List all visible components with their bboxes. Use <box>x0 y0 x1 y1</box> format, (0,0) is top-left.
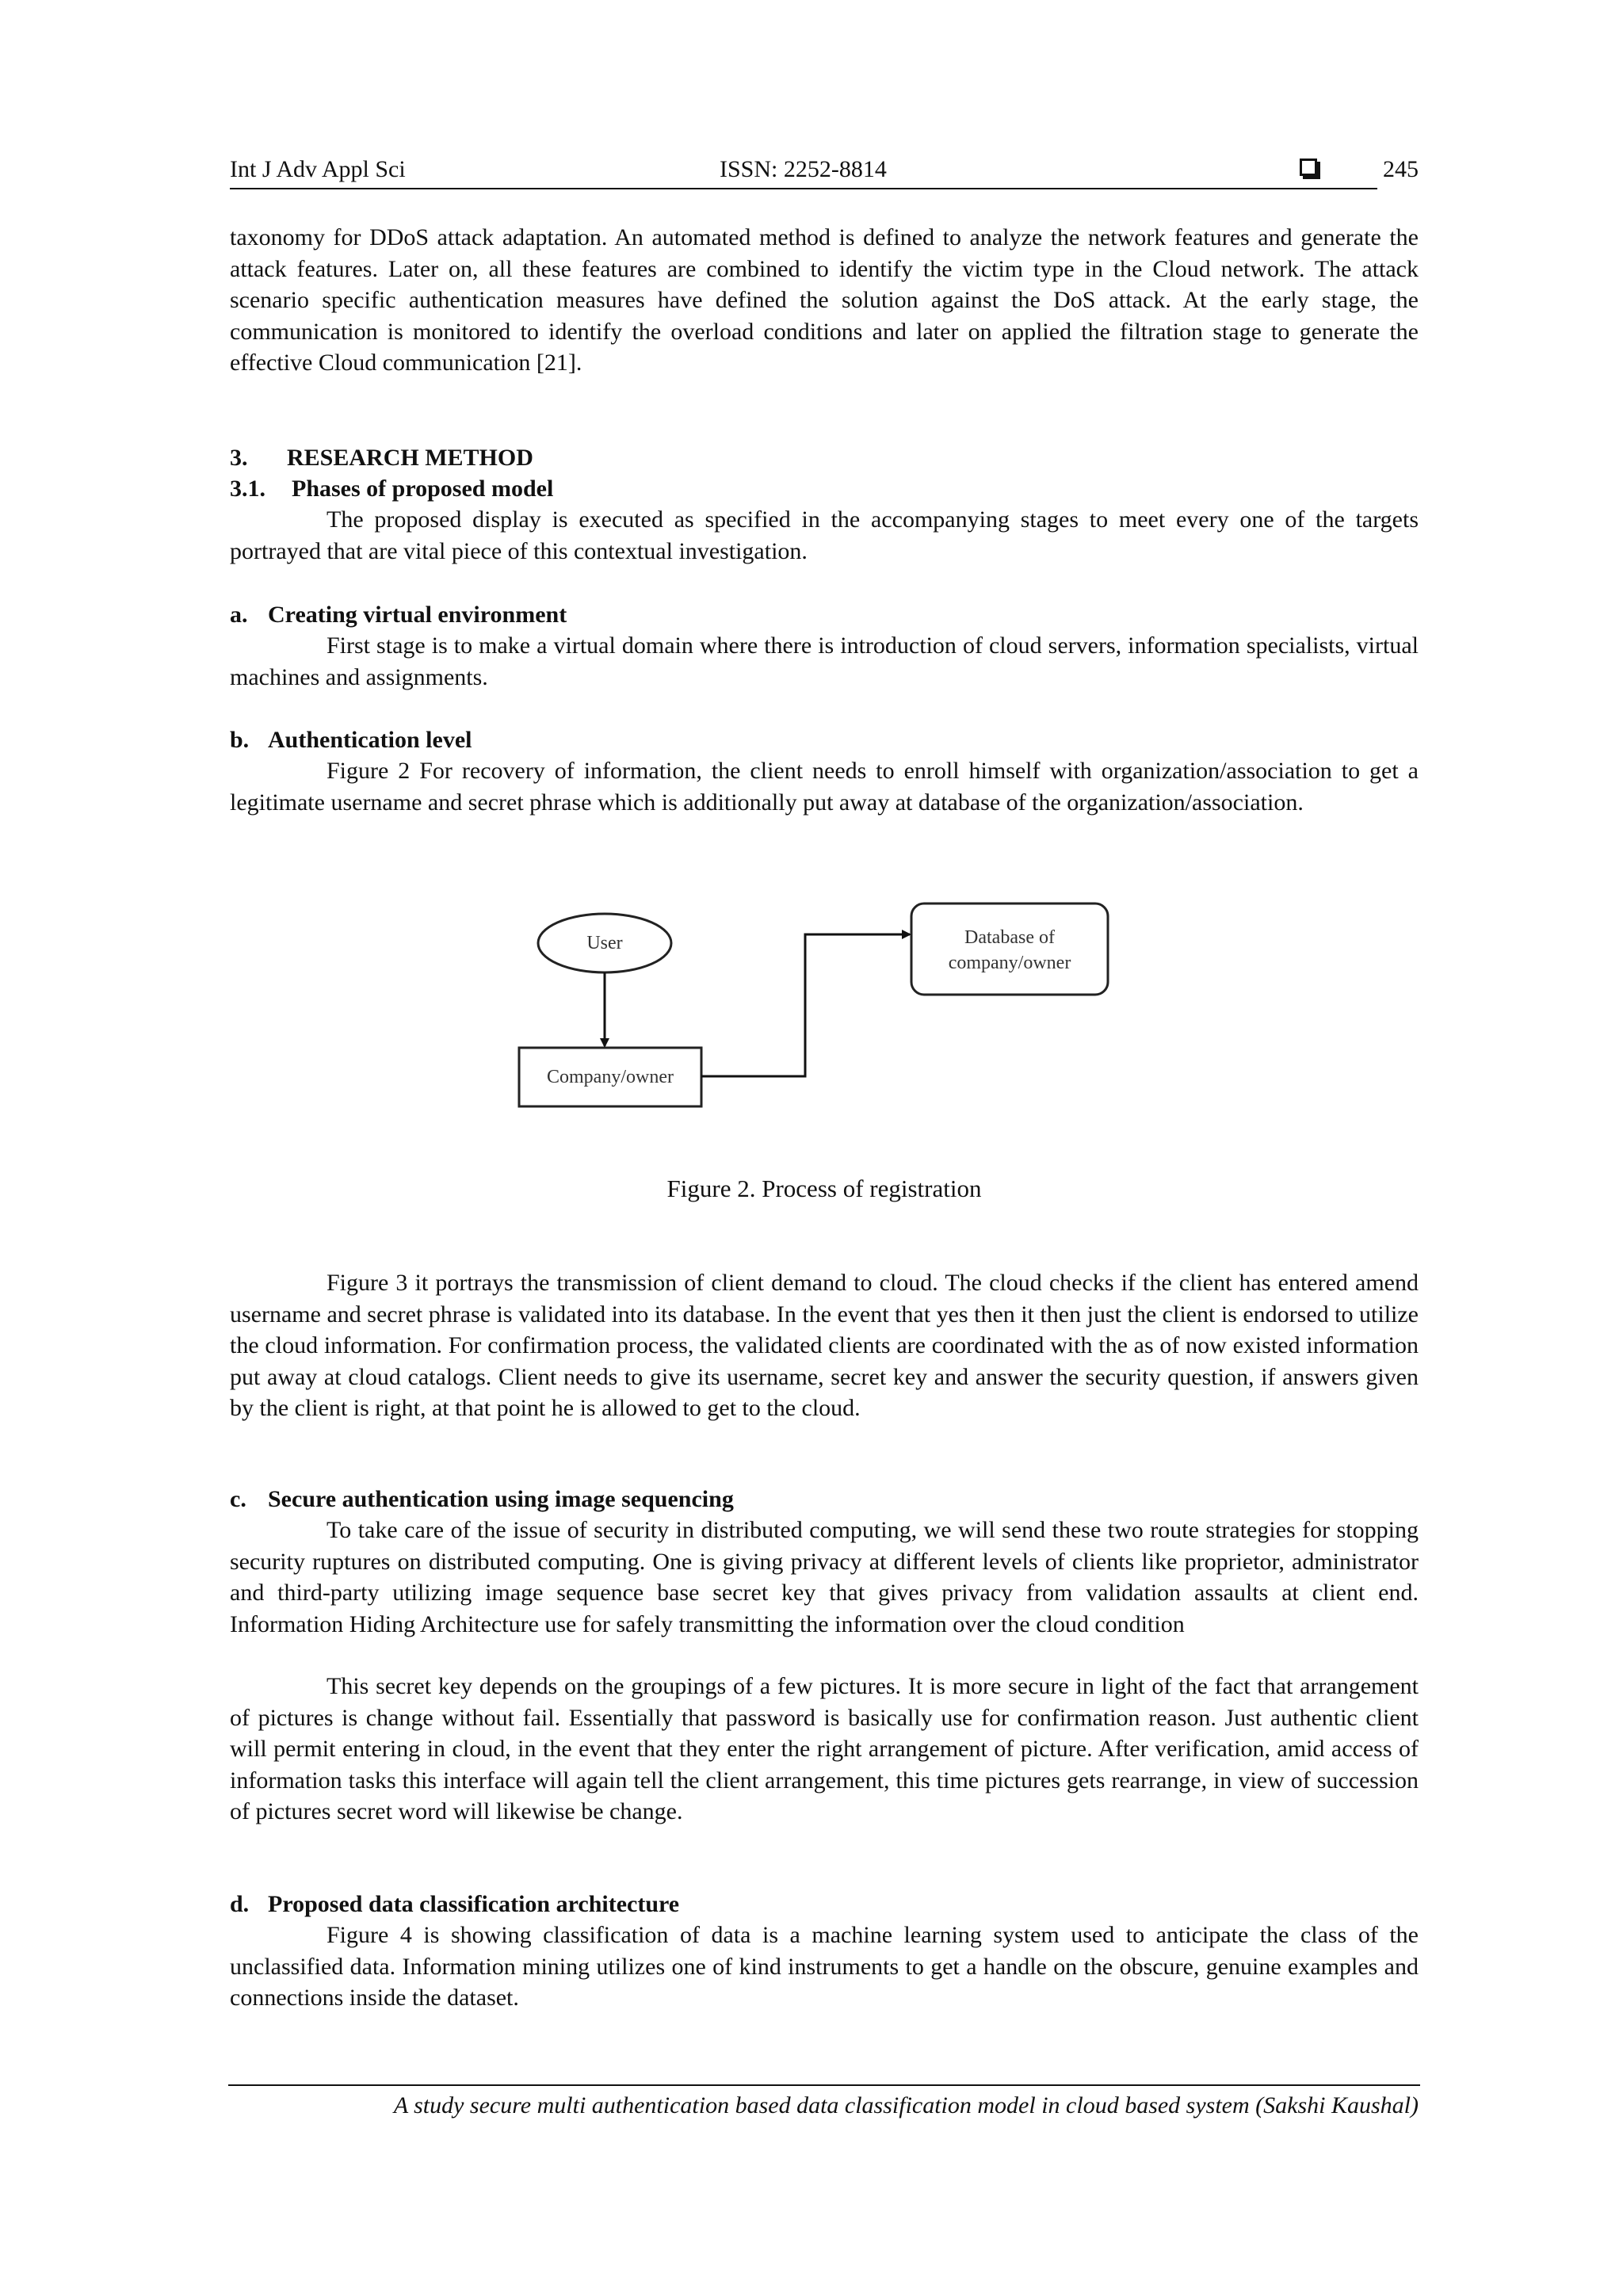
subsection-number: 3.1. <box>230 476 265 502</box>
item-b-paragraph: Figure 2 For recovery of information, the client needs to enroll himself with organization/association to get a legitimate username and secret phrase which is additionally put away at database of the organization/association. <box>230 758 1419 816</box>
figure-3-paragraph: Figure 3 it portrays the transmission of client demand to cloud. The cloud checks if the client has entered amend username and secret phrase is validated into its database. In the event that yes then it then just the client is endorsed to utilize the cloud information. For confirmation process, the validated clients are coordinated with the as of now existed information put away at cloud catalogs. Client needs to give its username, secret key and answer the security question, if answers given by the client is right, at that point he is allowed to get to the cloud. <box>230 1270 1419 1421</box>
figure-2-diagram <box>507 896 1125 1133</box>
header-rule <box>230 188 1377 189</box>
item-b-label: b. <box>230 727 250 753</box>
user-node-label: User <box>586 933 623 953</box>
item-d-paragraph: Figure 4 is showing classification of data is a machine learning system used to anticipate the class of the unclassified data. Information mining utilizes one of kind instruments to get a handle on the obscure, genuine examples and connections inside the dataset. <box>230 1922 1419 2011</box>
item-a-heading <box>230 599 567 631</box>
database-node-label-line2: company/owner <box>948 953 1071 973</box>
page-number: 245 <box>1383 156 1419 182</box>
item-b-title: Authentication level <box>268 727 472 753</box>
running-footer: A study secure multi authentication based data classification model in cloud based system (Sakshi Kaushal) <box>393 2092 1419 2118</box>
database-node-label-line1: Database of <box>964 927 1055 948</box>
item-d-title: Proposed data classification architecture <box>268 1891 680 1917</box>
section-title: RESEARCH METHOD <box>287 445 533 471</box>
section-heading <box>230 442 533 474</box>
company-node-label: Company/owner <box>547 1067 674 1087</box>
item-a-title: Creating virtual environment <box>268 602 567 628</box>
issn: ISSN: 2252-8814 <box>720 156 887 182</box>
subsection-heading <box>230 473 553 505</box>
item-c-title: Secure authentication using image sequencing <box>268 1486 734 1512</box>
journal-name: Int J Adv Appl Sci <box>230 156 406 182</box>
item-a-paragraph: First stage is to make a virtual domain where there is introduction of cloud servers, information specialists, virtual machines and assignments. <box>230 632 1419 690</box>
item-c-paragraph-1: To take care of the issue of security in distributed computing, we will send these two route strategies for stopping security ruptures on distributed computing. One is giving privacy at different levels of clients like proprietor, administrator and third-party utilizing image sequence base secret key that gives privacy from validation assaults at client end. Information Hiding Architecture use for safely transmitting the information over the cloud condition <box>230 1517 1419 1637</box>
subsection-title: Phases of proposed model <box>292 476 554 502</box>
item-b-heading <box>230 724 472 756</box>
item-c-label: c. <box>230 1486 246 1512</box>
subsection-paragraph: The proposed display is executed as specified in the accompanying stages to meet every one of the targets portrayed that are vital piece of this contextual investigation. <box>230 506 1419 564</box>
section-number: 3. <box>230 445 248 471</box>
company-to-database-arrow <box>701 934 910 1076</box>
figure-2-caption: Figure 2. Process of registration <box>666 1175 982 1202</box>
running-header <box>230 152 1419 187</box>
footer-rule <box>228 2084 1420 2086</box>
intro-paragraph: taxonomy for DDoS attack adaptation. An automated method is defined to analyze the network features and generate the attack features. Later on, all these features are combined to identify the victim type in the Cloud network. The attack scenario specific authentication measures have defined the solution against the DoS attack. At the early stage, the communication is monitored to identify the overload conditions and later on applied the filtration stage to generate the effective Cloud communication [21]. <box>230 224 1419 376</box>
item-a-label: a. <box>230 602 248 628</box>
square-bullet-icon <box>1300 159 1317 176</box>
item-d-label: d. <box>230 1891 250 1917</box>
item-d-heading <box>230 1889 679 1920</box>
item-c-paragraph-2: This secret key depends on the groupings of a few pictures. It is more secure in light of the fact that arrangement of pictures is change without fail. Essentially that password is basically use for confirmation reason. Just authentic client will permit entering in cloud, in the event that they enter the right arrangement of picture. After verification, amid access of information tasks this interface will again tell the client arrangement, this time pictures gets rearrange, in view of succession of pictures secret word will likewise be change. <box>230 1673 1419 1824</box>
item-c-heading <box>230 1484 734 1515</box>
